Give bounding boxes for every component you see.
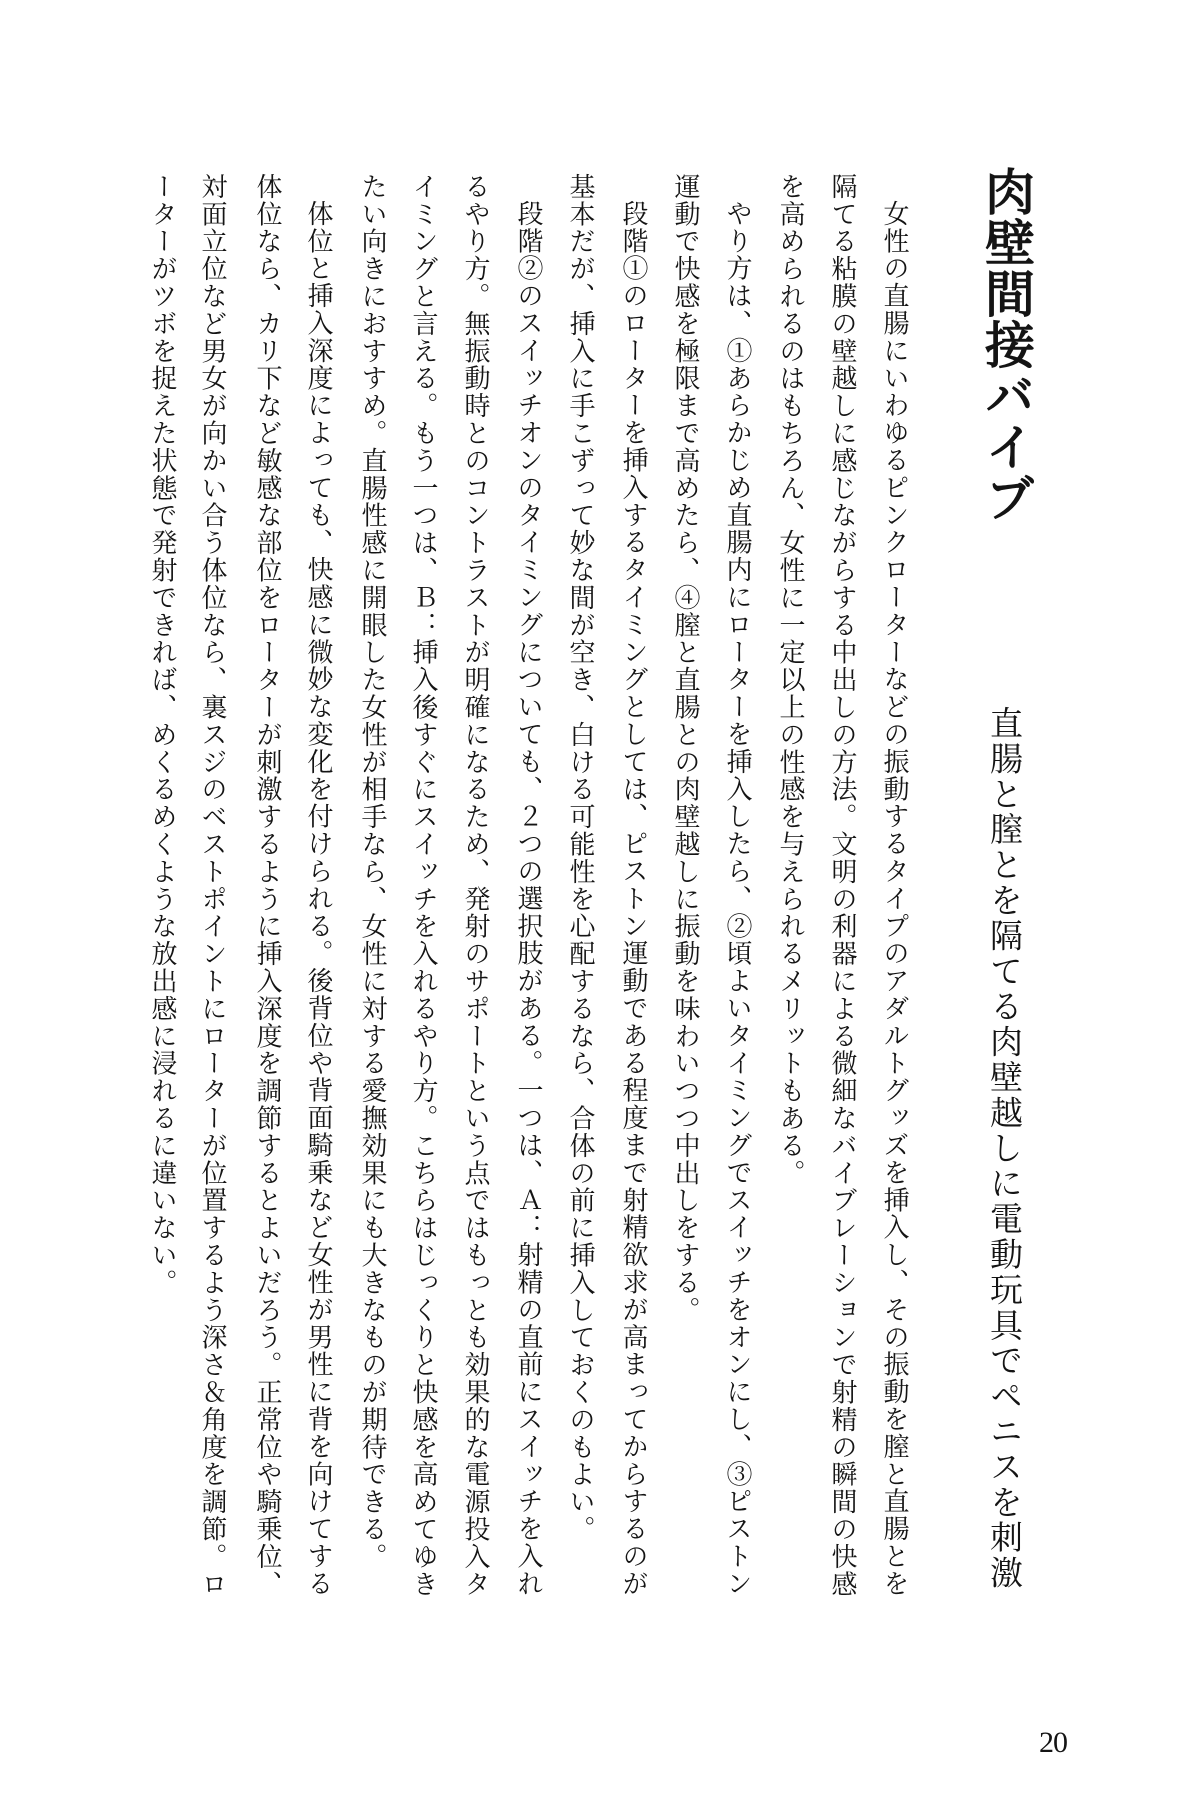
body-column: るやり方。無振動時とのコントラストが明確になるため、発射のサポートという点ではもっとも効果的な電源投入タ <box>460 173 490 1598</box>
body-column: たい向きにおすすめ。直腸性感に開眼した女性が相手なら、女性に対する愛撫効果にも大きなものが期待できる。 <box>357 173 387 1571</box>
body-column: 体位なら、カリ下など敏感な部位をローターが刺激するように挿入深度を調節するとよいだろう。正常位や騎乗位、 <box>252 173 282 1598</box>
body-column: 対面立位など男女が向かい合う体位なら、裏スジのベストポイントにローターが位置するよう深さ＆角度を調節。ロ <box>197 173 227 1598</box>
article-subtitle: 直腸と膣とを隔てる肉壁越しに電動玩具でペニスを刺激 <box>985 706 1024 1591</box>
page-number: 20 <box>1039 1726 1067 1759</box>
body-column: を高められるのはもちろん、女性に一定以上の性感を与えられるメリットもある。 <box>775 173 805 1187</box>
body-column: 運動で快感を極限まで高めたら、④膣と直腸との肉壁越しに振動を味わいつつ中出しをする。 <box>670 173 700 1324</box>
body-column: 段階②のスイッチオンのタイミングについても、２つの選択肢がある。一つは、Ａ：射精の直前にスイッチを入れ <box>513 200 543 1598</box>
body-column: やり方は、①あらかじめ直腸内にローターを挿入したら、②頃よいタイミングでスイッチをオンにし、③ピストン <box>722 200 752 1598</box>
body-column: ーターがツボを捉えた状態で発射できれば、めくるめくような放出感に浸れるに違いない。 <box>147 173 177 1297</box>
body-column: 女性の直腸にいわゆるピンクローターなどの振動するタイプのアダルトグッズを挿入し、その振動を膣と直腸とを <box>879 200 909 1598</box>
body-column: 体位と挿入深度によっても、快感に微妙な変化を付けられる。後背位や背面騎乗など女性が男性に背を向けてする <box>303 200 333 1598</box>
body-column: イミングと言える。もう一つは、Ｂ：挿入後すぐにスイッチを入れるやり方。こちらはじっくりと快感を高めてゆき <box>408 173 438 1598</box>
body-column: 段階①のローターを挿入するタイミングとしては、ピストン運動である程度まで射精欲求が高まってからするのが <box>618 200 648 1598</box>
body-column: 基本だが、挿入に手こずって妙な間が空き、白ける可能性を心配するなら、合体の前に挿入しておくのもよい。 <box>565 173 595 1543</box>
body-column: 隔てる粘膜の壁越しに感じながらする中出しの方法。文明の利器による微細なバイブレーションで射精の瞬間の快感 <box>827 173 857 1598</box>
article-title: 肉壁間接バイブ <box>977 166 1035 523</box>
